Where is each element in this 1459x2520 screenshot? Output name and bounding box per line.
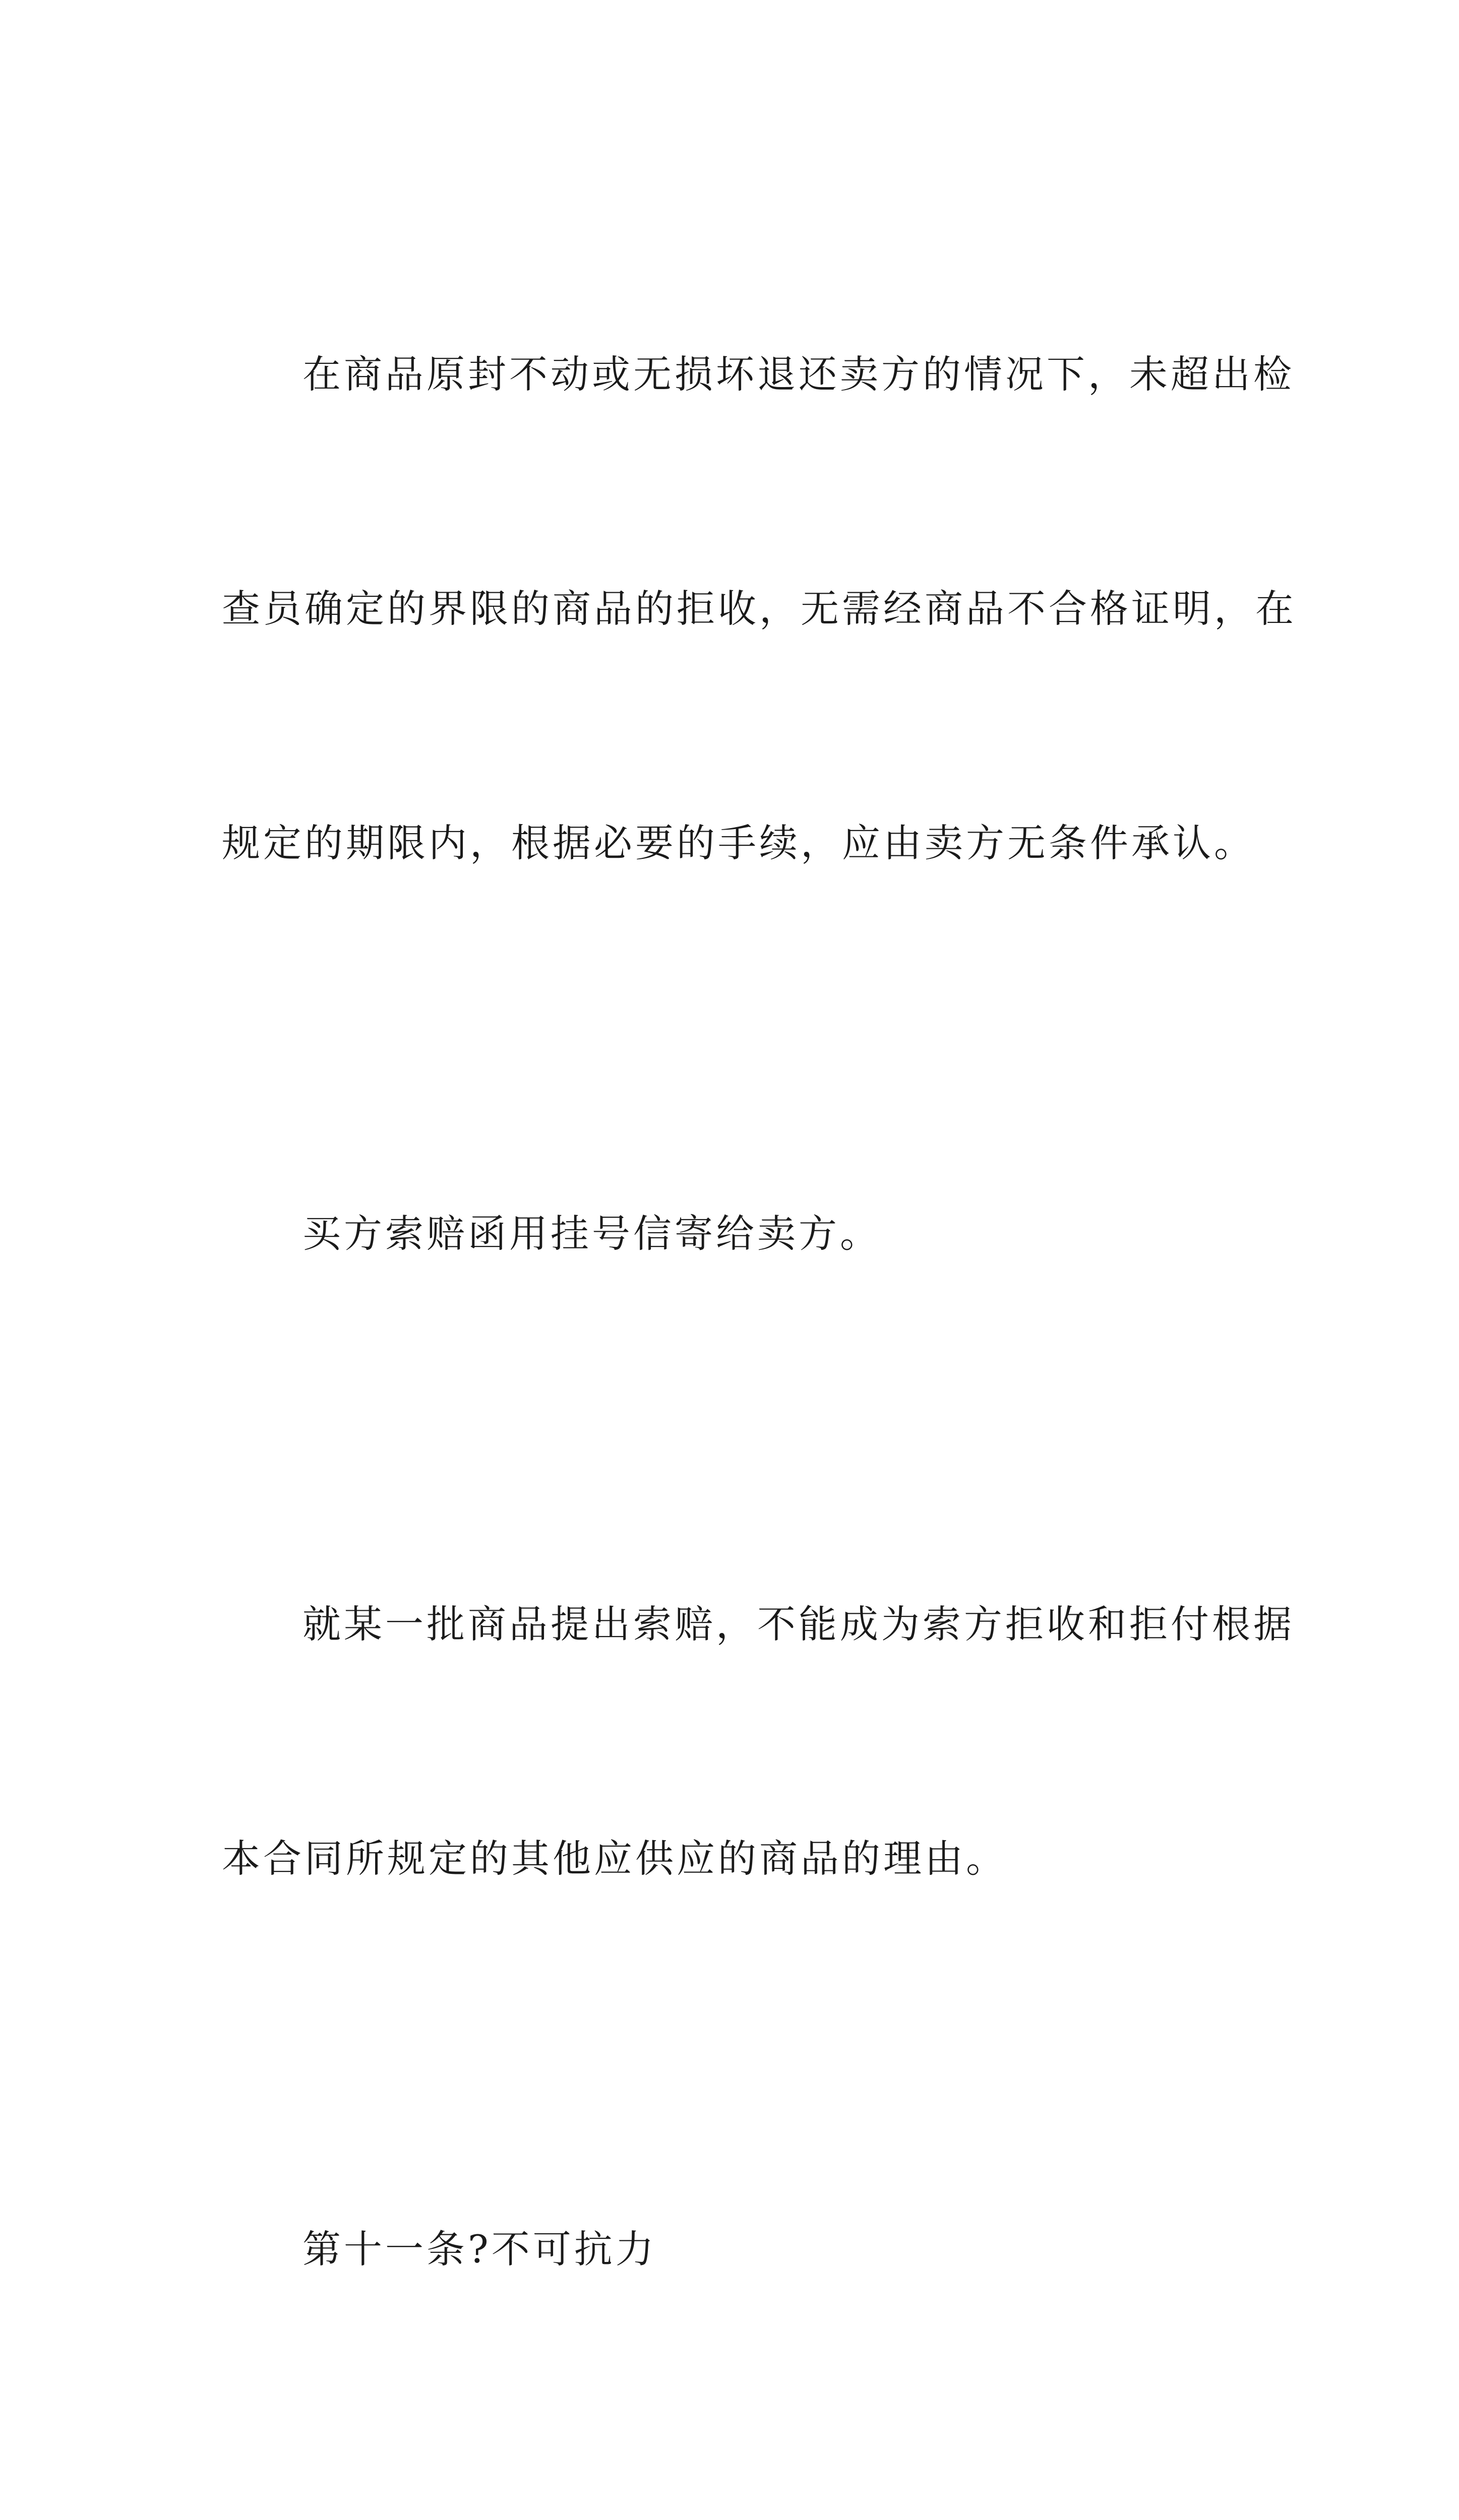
- paragraph-line: 在商品原封不动或无损坏退还卖方的情况下，未超出检: [302, 352, 1295, 397]
- paragraph-return-of-goods: [222, 179, 1297, 1038]
- document-body: [222, 179, 1297, 2520]
- paragraph-line: 就某一批商品提出索赔，不能成为索方拒收和拒付根据: [302, 1602, 1295, 1647]
- article-11-heading: [222, 2054, 1250, 2444]
- section-heading: 第十一条?不可抗力: [302, 2227, 657, 2272]
- paragraph-line: 买方索赔函用挂号信寄给卖方。: [302, 1211, 881, 1256]
- paragraph-line: 查员确定的界限的商品的拒收，无需经商品不合格证明，在: [222, 586, 1297, 631]
- paragraph-claim-batch: [222, 1429, 1295, 2054]
- paragraph-line: 规定的期限内，根据必要的手续，应由卖方无条件承认。: [222, 821, 1255, 865]
- paragraph-claim-letter: [222, 1038, 1250, 1429]
- paragraph-line: 本合同所规定的其他应供应的商品的理由。: [222, 1836, 1007, 1881]
- paragraph-force-majeure: [222, 2444, 1250, 2520]
